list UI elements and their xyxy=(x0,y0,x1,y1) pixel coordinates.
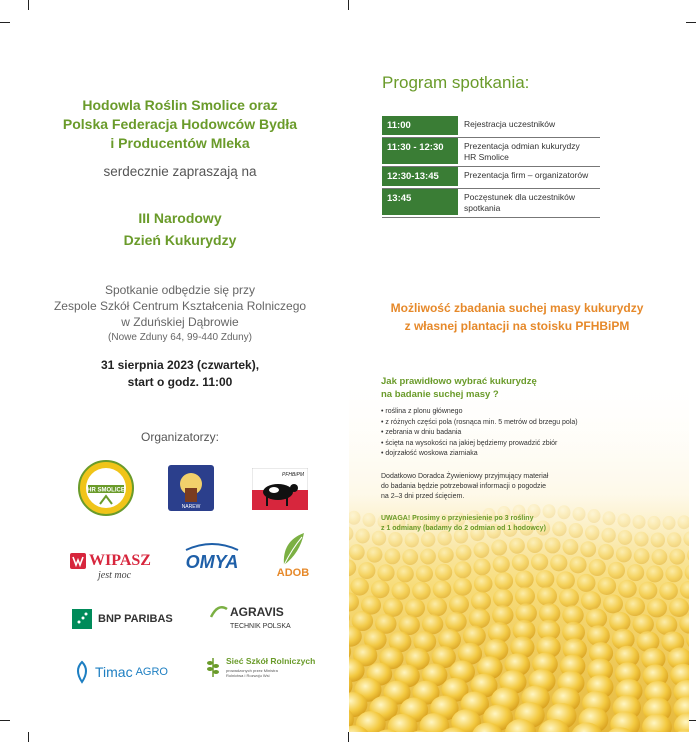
kasyno-logo xyxy=(167,464,215,512)
agravis-text: AGRAVIS xyxy=(230,604,284,619)
program-row xyxy=(382,116,600,138)
adob-text: ADOB xyxy=(276,567,310,579)
criteria-item: • dojrzałość woskowa ziarniaka xyxy=(381,449,641,460)
agravis-swoosh-icon xyxy=(210,605,228,619)
bnp-logo xyxy=(72,607,184,631)
program-time: 11:00 xyxy=(382,116,458,135)
siec-subtitle: prowadzonych przez Ministra Rolnictwa i Rozwoju Wsi xyxy=(226,668,278,678)
siec-szkol-logo xyxy=(204,656,322,686)
crop-mark xyxy=(348,0,349,10)
dry-matter-headline xyxy=(372,299,662,335)
criteria-list xyxy=(381,407,641,460)
advisor-note-line: do badania będzie potrzebował informacji o pogodzie xyxy=(381,482,546,490)
warning-note xyxy=(381,514,641,534)
program-desc: Prezentacja firm – organizatorów xyxy=(464,170,589,180)
advisor-note-line: Dodatkowo Doradca Żywieniowy przyjmujący materiał xyxy=(381,472,549,480)
program-row xyxy=(382,189,600,218)
program-time: 12:30-13:45 xyxy=(382,167,458,186)
program-row xyxy=(382,167,600,189)
program-table xyxy=(382,116,600,218)
siec-text: Sieć Szkół Rolniczych xyxy=(226,656,316,666)
venue-line: w Zduńskiej Dąbrowie xyxy=(121,315,239,329)
host-line: i Producentów Mleka xyxy=(110,135,250,151)
criteria-item: • roślina z plonu głównego xyxy=(381,407,641,418)
venue xyxy=(30,282,330,346)
venue-line: Zespole Szkół Centrum Kształcenia Rolniczego xyxy=(53,299,307,313)
bnp-stars-icon xyxy=(72,609,92,629)
timac-icon xyxy=(72,660,92,684)
wheat-icon xyxy=(204,656,222,678)
program-title: Program spotkania: xyxy=(382,73,530,92)
instructions xyxy=(381,375,641,534)
warning-line: z 1 odmiany (badamy do 2 odmian od 1 hodowcy) xyxy=(381,524,546,532)
venue-address: (Nowe Zduny 64, 99-440 Zduny) xyxy=(108,332,252,343)
omya-text: OMYA xyxy=(185,552,239,572)
event-date xyxy=(30,357,330,391)
pfhbipm-logo xyxy=(252,468,308,510)
wipasz-logo xyxy=(70,548,156,584)
date-line: 31 sierpnia 2023 (czwartek), xyxy=(100,358,260,372)
hr-smolice-text: HR SMOLICE xyxy=(87,487,125,494)
bnp-text: BNP PARIBAS xyxy=(98,613,173,625)
headline-line: Możliwość zbadania suchej masy kukurydzy xyxy=(390,301,644,315)
timac-text: Timac xyxy=(95,664,133,680)
adob-logo xyxy=(272,528,314,582)
event-line: Dzień Kukurydzy xyxy=(123,232,237,248)
program-time: 11:30 - 12:30 xyxy=(382,138,458,164)
hr-smolice-logo xyxy=(78,460,134,516)
date-line: start o godz. 11:00 xyxy=(127,375,233,389)
host-organizers xyxy=(30,96,330,153)
instructions-title-line: na badanie suchej masy ? xyxy=(381,389,499,400)
wipasz-icon xyxy=(70,553,86,569)
advisor-note xyxy=(381,472,641,502)
omya-logo xyxy=(184,540,240,580)
pfhbipm-text: PFHBiPM xyxy=(282,472,304,478)
instructions-title-line: Jak prawidłowo wybrać kukurydzę xyxy=(381,376,537,387)
headline-line: z własnej plantacji na stoisku PFHBiPM xyxy=(404,319,630,333)
organizers-title: Organizatorzy: xyxy=(140,430,220,444)
leaf-icon xyxy=(278,531,308,567)
timac-agro-text: AGRO xyxy=(135,666,168,678)
venue-line: Spotkanie odbędzie się przy xyxy=(104,283,256,297)
program-desc: Prezentacja odmian kukurydzy HR Smolice xyxy=(464,141,580,162)
crop-mark xyxy=(348,732,349,742)
kasyno-text: NAREW xyxy=(181,504,201,510)
program-row xyxy=(382,138,600,167)
warning-line: UWAGA! Prosimy o przyniesienie po 3 rośliny xyxy=(381,514,534,522)
criteria-item: • zebrania w dniu badania xyxy=(381,428,641,439)
program-time: 13:45 xyxy=(382,189,458,215)
wipasz-tagline: jest moc xyxy=(98,569,132,581)
agravis-subtitle: TECHNIK POLSKA xyxy=(230,622,291,630)
host-line: Hodowla Roślin Smolice oraz xyxy=(82,97,278,113)
program-desc: Rejestracja uczestników xyxy=(464,119,556,129)
advisor-note-line: na 2–3 dni przed ścięciem. xyxy=(381,492,465,500)
event-name xyxy=(30,207,330,251)
event-line: III Narodowy xyxy=(138,210,222,226)
crop-mark xyxy=(686,22,696,23)
program-desc: Poczęstunek dla uczestników spotkania xyxy=(464,192,576,213)
host-line: Polska Federacja Hodowców Bydła xyxy=(62,116,298,132)
timac-logo xyxy=(72,658,178,686)
wipasz-text: WIPASZ xyxy=(89,551,151,569)
criteria-item: • ścięta na wysokości na jakiej będziemy prowadzić zbiór xyxy=(381,439,641,450)
agravis-logo xyxy=(210,598,314,636)
criteria-item: • z różnych części pola (rosnąca min. 5 metrów od brzegu pola) xyxy=(381,418,641,429)
instructions-title xyxy=(381,375,641,401)
invite-text: serdecznie zapraszają na xyxy=(103,164,257,179)
